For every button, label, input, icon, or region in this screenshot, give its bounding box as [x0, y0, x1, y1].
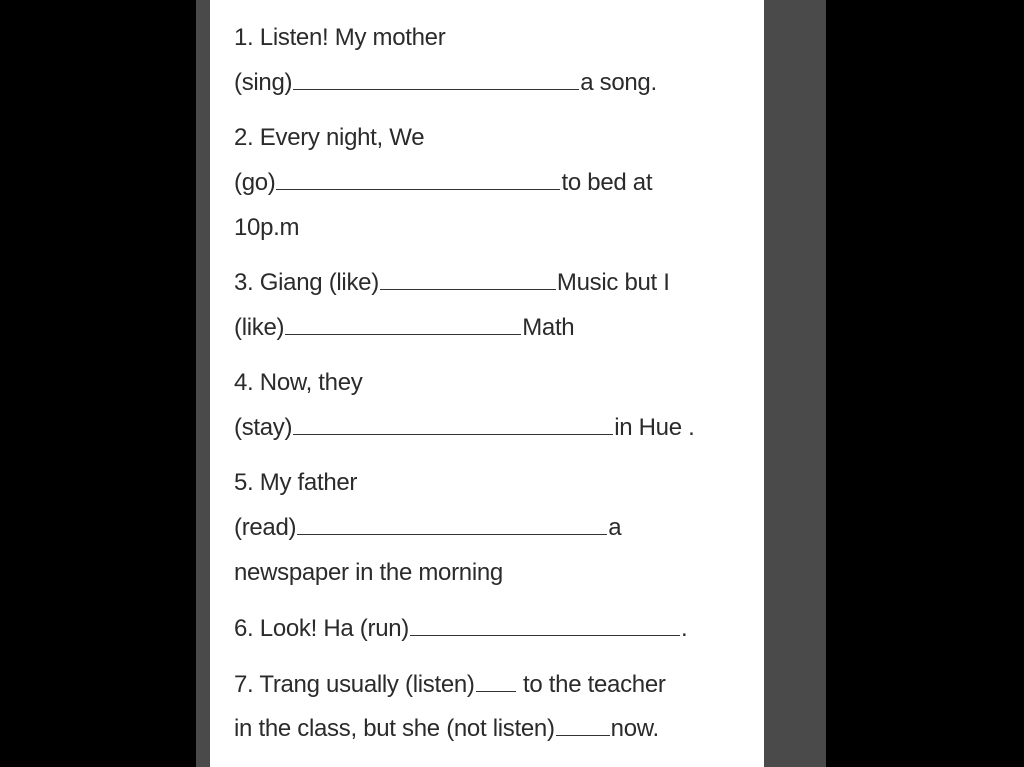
question-2-line-1: [234, 123, 424, 153]
question-4-text: 4. Now, they: [234, 369, 363, 396]
question-2-answer-blank[interactable]: [276, 169, 560, 190]
question-5-line-1: [234, 468, 357, 498]
question-5-text: 5. My father: [234, 469, 358, 496]
question-3-suffix: Math: [522, 314, 575, 341]
question-1-line-1: [234, 23, 445, 53]
question-3-verb-hint-2: (like): [234, 314, 285, 341]
question-3-line-1: [234, 268, 670, 298]
question-4-verb-hint: (stay): [234, 414, 293, 441]
question-4-answer-blank[interactable]: [293, 414, 613, 435]
question-7-text-2: in the class, but she (not listen): [234, 715, 555, 742]
left-dark-border: [196, 0, 210, 767]
question-3-answer-blank-2[interactable]: [285, 314, 521, 335]
question-5-line-2: [234, 513, 621, 543]
question-3-answer-blank-1[interactable]: [380, 269, 556, 290]
question-1-suffix: a song.: [580, 69, 657, 96]
question-5-verb-hint: (read): [234, 514, 297, 541]
question-2-text: 2. Every night, We: [234, 124, 425, 151]
right-dark-border: [764, 0, 826, 767]
question-6-text: 6. Look! Ha (run): [234, 615, 409, 642]
question-7-text: 7. Trang usually (listen): [234, 671, 475, 698]
worksheet-page: [210, 0, 764, 767]
question-5-answer-blank[interactable]: [297, 514, 607, 535]
question-7-answer-blank-2[interactable]: [556, 715, 610, 736]
question-3-middle: Music but I: [556, 269, 670, 296]
question-1-line-2: [234, 68, 657, 98]
question-2-line-2: [234, 168, 652, 198]
question-3-text: 3. Giang (like): [234, 269, 379, 296]
question-7-line-2: [234, 714, 659, 744]
question-6-answer-blank[interactable]: [410, 615, 680, 636]
question-4-suffix: in Hue .: [614, 414, 695, 441]
question-2-verb-hint: (go): [234, 169, 276, 196]
question-1-text: 1. Listen! My mother: [234, 24, 446, 51]
question-5-suffix: a: [608, 514, 622, 541]
question-4-line-2: [234, 413, 695, 443]
question-1-answer-blank[interactable]: [293, 69, 579, 90]
question-6-line-1: [234, 614, 687, 644]
question-6-suffix: .: [680, 615, 688, 642]
question-7-suffix: now.: [610, 715, 659, 742]
question-7-middle: to the teacher: [516, 671, 666, 698]
question-1-verb-hint: (sing): [234, 69, 293, 96]
question-4-line-1: [234, 368, 362, 398]
question-7-answer-blank-1[interactable]: [476, 671, 516, 692]
question-5-line-3: [234, 558, 503, 588]
question-7-line-1: [234, 670, 666, 700]
question-5-continuation: newspaper in the morning: [234, 559, 503, 586]
question-2-continuation: 10p.m: [234, 214, 300, 241]
question-2-suffix: to bed at: [561, 169, 653, 196]
question-3-line-2: [234, 313, 574, 343]
question-2-line-3: [234, 213, 299, 243]
